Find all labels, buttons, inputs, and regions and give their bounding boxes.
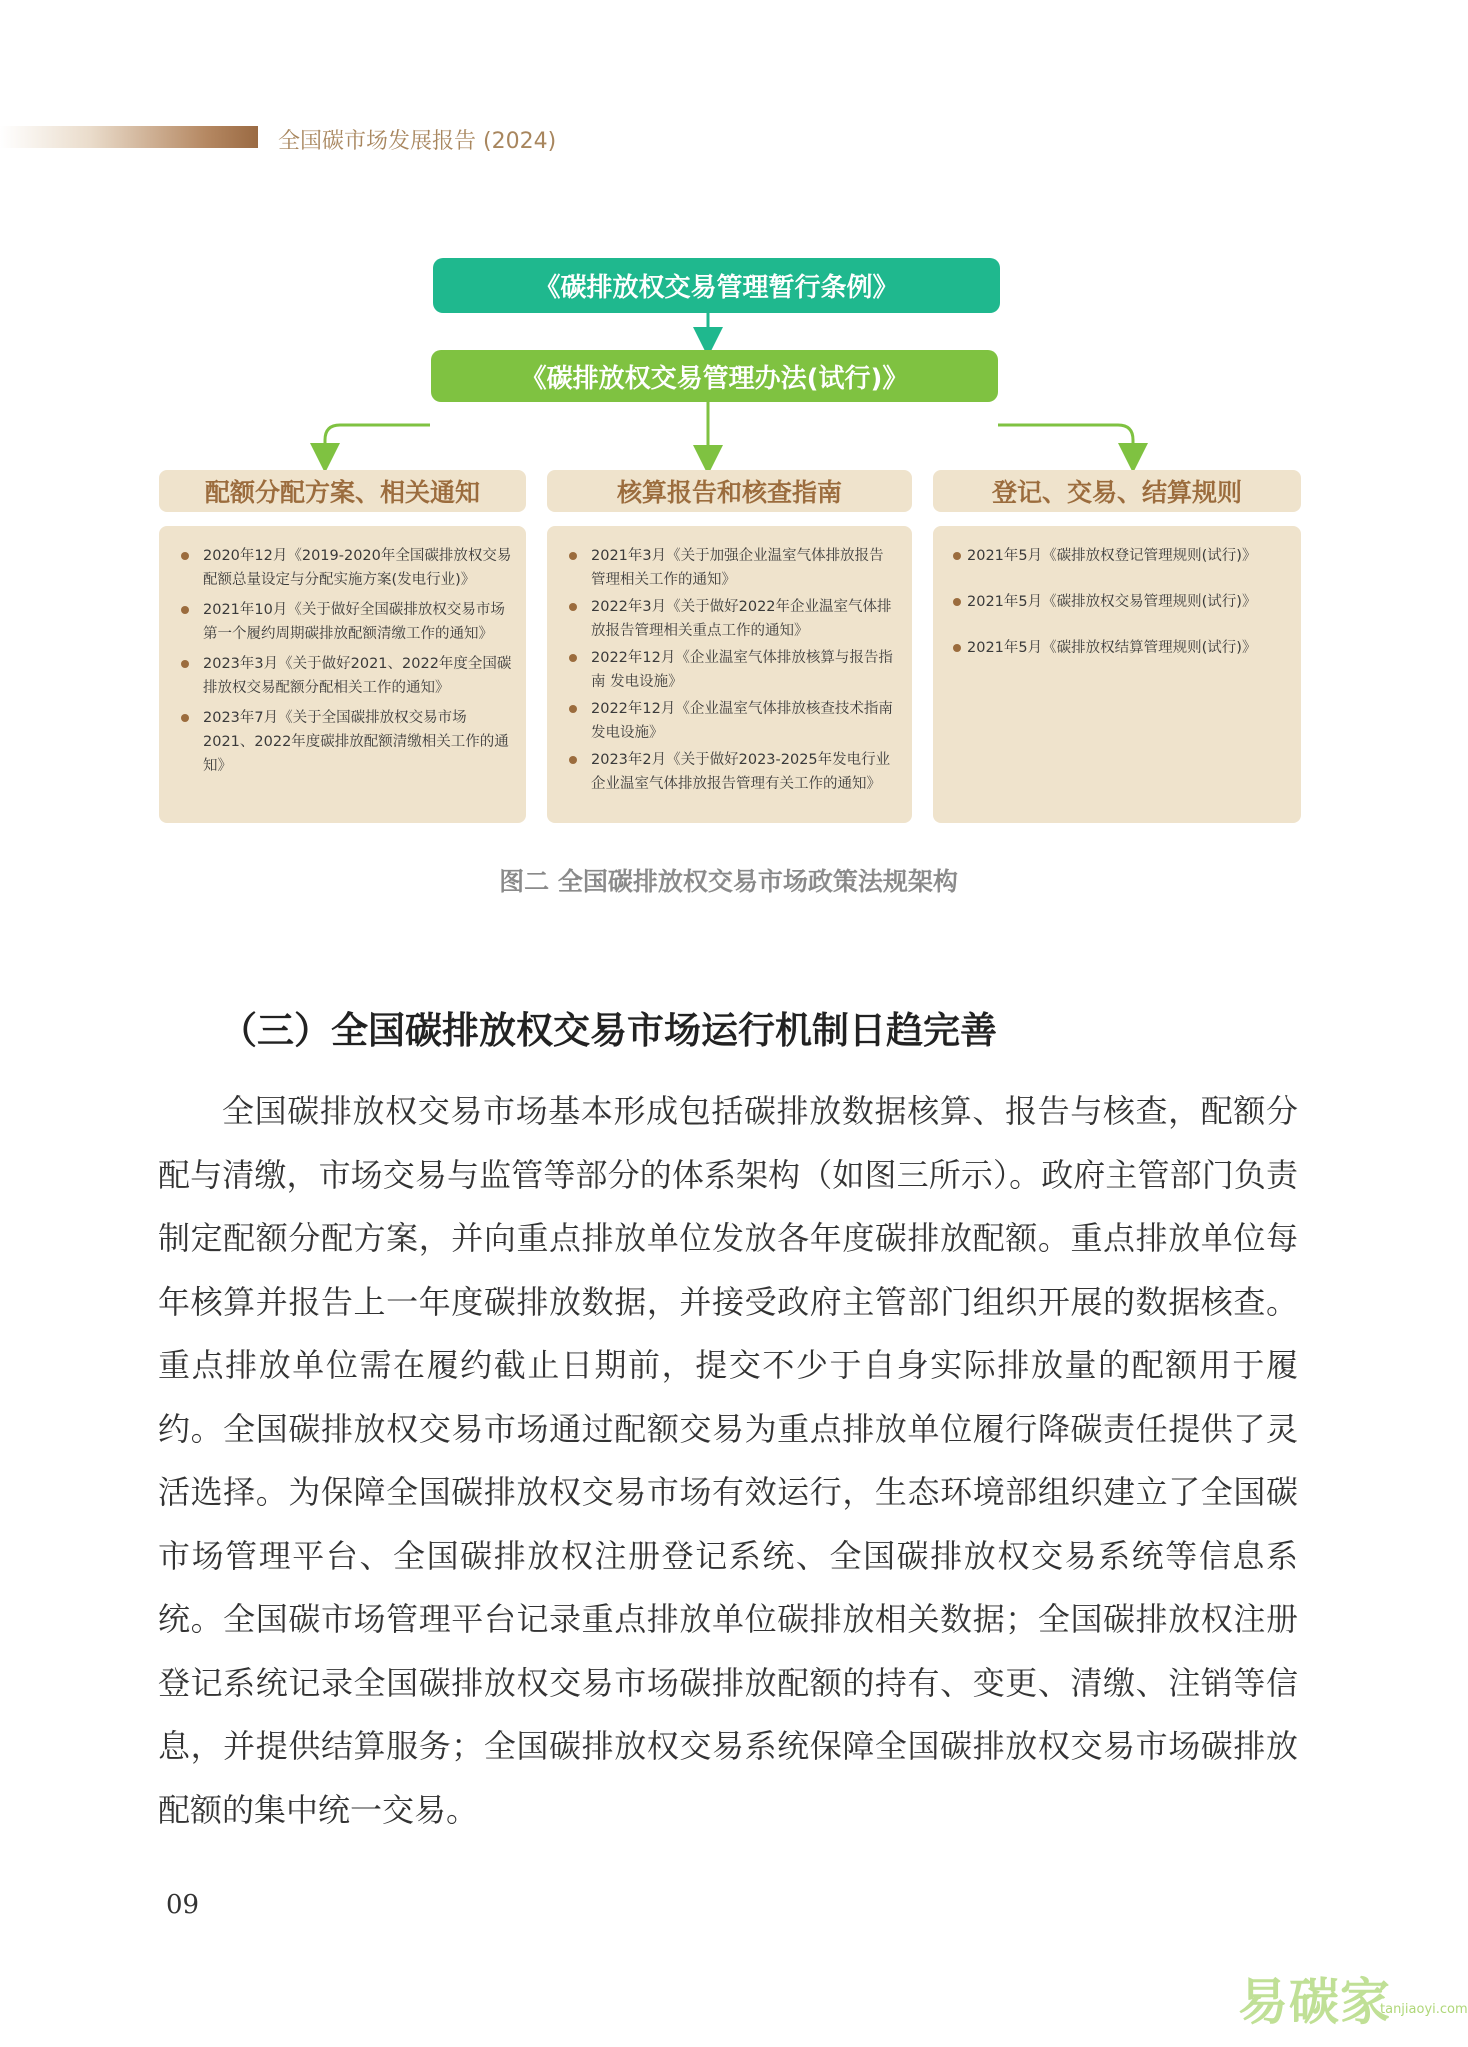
list-item-text: 2020年12月《2019-2020年全国碳排放权交易配额总量设定与分配实施方案(发电行业)》: [203, 548, 512, 588]
watermark-logo: [1238, 1962, 1468, 2032]
list-item-text: 2021年10月《关于做好全国碳排放权交易市场第一个履约周期碳排放配额清缴工作的通知》: [203, 602, 505, 642]
bullet-dot: [569, 756, 577, 764]
list-item-text: 2021年5月《碳排放权结算管理规则(试行)》: [967, 640, 1257, 656]
bullet-dot: [569, 654, 577, 662]
bullet-dot: [181, 606, 189, 614]
bullet-dot: [569, 705, 577, 713]
list-item: [567, 697, 898, 745]
list-item-text: 2023年2月《关于做好2023-2025年发电行业企业温室气体排放报告管理有关工作的通知》: [591, 752, 891, 792]
list-item: [179, 598, 512, 646]
list-item-text: 2021年5月《碳排放权交易管理规则(试行)》: [967, 594, 1257, 610]
bullet-dot: [181, 552, 189, 560]
list-item: [179, 706, 512, 778]
list-item: [953, 544, 1287, 568]
bullet-dot: [181, 660, 189, 668]
bullet-dot: [569, 552, 577, 560]
watermark-text: 易碳家: [1238, 1973, 1391, 2031]
list-item-text: 2022年12月《企业温室气体排放核查技术指南 发电设施》: [591, 701, 893, 741]
column-header-allocation: 配额分配方案、相关通知: [159, 470, 526, 512]
column-body-allocation: [159, 526, 526, 823]
list-item: [953, 590, 1287, 614]
policy-diagram: [0, 0, 1457, 900]
list-item-text: 2022年12月《企业温室气体排放核算与报告指南 发电设施》: [591, 650, 893, 690]
body-paragraph: 全国碳排放权交易市场基本形成包括碳排放数据核算、报告与核查，配额分配与清缴，市场交易与监管等部分的体系架构（如图三所示）。政府主管部门负责制定配额分配方案，并向重点排放单位发放各年度碳排放配额。重点排放单位每年核算并报告上一年度碳排放数据，并接受政府主管部门组织开展的数据核查。重点排放单位需在履约截止日期前，提交不少于自身实际排放量的配额用于履约。全国碳排放权交易市场通过配额交易为重点排放单位履行降碳责任提供了灵活选择。为保障全国碳排放权交易市场有效运行，生态环境部组织建立了全国碳市场管理平台、全国碳排放权注册登记系统、全国碳排放权交易系统等信息系统。全国碳市场管理平台记录重点排放单位碳排放相关数据；全国碳排放权注册登记系统记录全国碳排放权交易市场碳排放配额的持有、变更、清缴、注销等信息，并提供结算服务；全国碳排放权交易系统保障全国碳排放权交易市场碳排放配额的集中统一交易。: [158, 1092, 1298, 1829]
list-item-text: 2023年7月《关于全国碳排放权交易市场2021、2022年度碳排放配额清缴相关工作的通知》: [203, 710, 509, 774]
section-heading: （三）全国碳排放权交易市场运行机制日趋完善: [220, 1008, 997, 1052]
list-item: [567, 646, 898, 694]
column-body-accounting: [547, 526, 912, 823]
list-item: [567, 595, 898, 643]
list-item: [179, 544, 512, 592]
header-title: 全国碳市场发展报告 (2024): [278, 129, 557, 154]
list-item-text: 2021年3月《关于加强企业温室气体排放报告管理相关工作的通知》: [591, 548, 884, 588]
second-regulation-box: 《碳排放权交易管理办法(试行)》: [431, 350, 998, 402]
bullet-dot: [181, 714, 189, 722]
list-item: [567, 748, 898, 796]
list-item: [953, 636, 1287, 660]
list-item-text: 2021年5月《碳排放权登记管理规则(试行)》: [967, 548, 1257, 564]
list-item-text: 2022年3月《关于做好2022年企业温室气体排放报告管理相关重点工作的通知》: [591, 599, 892, 639]
list-item: [567, 544, 898, 592]
figure-caption: 图二 全国碳排放权交易市场政策法规架构: [499, 867, 958, 896]
list-item: [179, 652, 512, 700]
list-item-text: 2023年3月《关于做好2021、2022年度全国碳排放权交易配额分配相关工作的通知》: [203, 656, 512, 696]
top-regulation-box: 《碳排放权交易管理暂行条例》: [433, 258, 1000, 313]
arrow-to-col1: [325, 425, 430, 458]
bullet-dot: [953, 644, 961, 652]
column-header-accounting: 核算报告和核查指南: [547, 470, 912, 512]
watermark-sub: tanjiaoyi.com: [1380, 2002, 1468, 2017]
page-number: 09: [166, 1890, 200, 1920]
arrow-to-col3: [998, 425, 1133, 458]
column-header-rules: 登记、交易、结算规则: [933, 470, 1301, 512]
diagram-connectors: [0, 0, 1457, 480]
bullet-dot: [953, 598, 961, 606]
bullet-dot: [953, 552, 961, 560]
column-body-rules: [933, 526, 1301, 823]
bullet-dot: [569, 603, 577, 611]
